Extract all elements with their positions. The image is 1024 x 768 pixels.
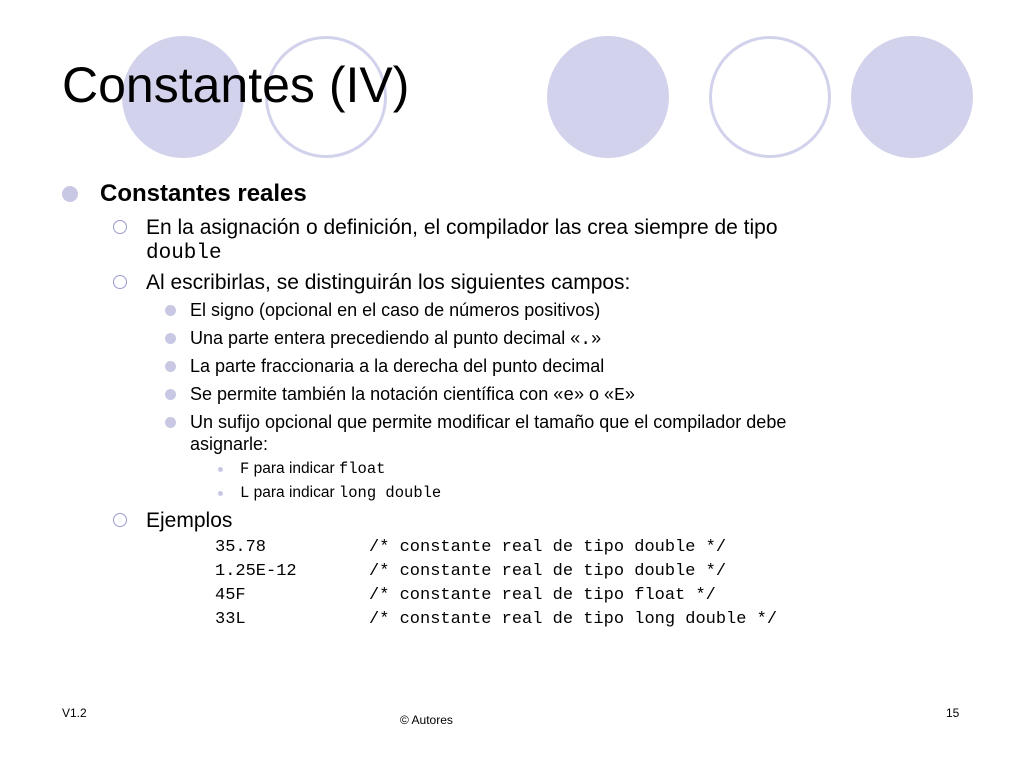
example-comment: /* constante real de tipo long double */ xyxy=(369,610,778,629)
suffix-l-type: long double xyxy=(338,484,442,502)
item-campos-text: Al escribirlas, se distinguirán los siguientes campos: xyxy=(146,271,631,294)
ring-bullet-icon xyxy=(113,513,127,527)
field-notacion-mid: » o « xyxy=(574,384,615,404)
item-asignacion-code: double xyxy=(146,242,222,265)
decor-circle-ring-2 xyxy=(709,36,831,158)
suffix-f-code: F xyxy=(240,460,250,478)
example-value: 35.78 xyxy=(215,538,267,557)
bullet-icon xyxy=(165,389,176,400)
example-comment: /* constante real de tipo double */ xyxy=(369,562,727,581)
example-comment: /* constante real de tipo float */ xyxy=(369,586,716,605)
decor-circle-filled-2 xyxy=(547,36,669,158)
field-fraccionaria-text: La parte fraccionaria a la derecha del punto decimal xyxy=(190,356,605,376)
footer-authors: © Autores xyxy=(400,713,453,727)
footer-page-number: 15 xyxy=(946,706,960,720)
item-ejemplos-text: Ejemplos xyxy=(146,509,233,532)
bullet-icon xyxy=(62,186,78,202)
slide-title: Constantes (IV) xyxy=(62,57,410,113)
footer-version: V1.2 xyxy=(62,706,87,720)
example-value: 45F xyxy=(215,586,246,605)
field-notacion-code-e: e xyxy=(563,386,575,406)
field-sufijo-line1: Un sufijo opcional que permite modificar el tamaño que el compilador debe xyxy=(190,412,787,432)
field-notacion-text: Se permite también la notación científica con « xyxy=(190,384,564,404)
field-signo-text: El signo (opcional en el caso de números positivos) xyxy=(190,300,601,320)
bullet-icon xyxy=(165,361,176,372)
small-dot-bullet-icon xyxy=(218,491,223,496)
field-parte-entera-close: » xyxy=(591,328,602,348)
item-asignacion-text: En la asignación o definición, el compilador las crea siempre de tipo xyxy=(146,216,778,239)
suffix-l-text: para indicar xyxy=(249,484,339,501)
bullet-icon xyxy=(165,305,176,316)
field-parte-entera-text: Una parte entera precediendo al punto decimal « xyxy=(190,328,581,348)
suffix-l-code: L xyxy=(240,484,250,502)
ring-bullet-icon xyxy=(113,275,127,289)
example-value: 33L xyxy=(215,610,246,629)
bullet-icon xyxy=(165,417,176,428)
bullet-constantes-reales xyxy=(62,180,307,208)
small-dot-bullet-icon xyxy=(218,467,223,472)
decor-circle-filled-3 xyxy=(851,36,973,158)
example-value: 1.25E-12 xyxy=(215,562,297,581)
suffix-f-type: float xyxy=(338,460,386,478)
example-comment: /* constante real de tipo double */ xyxy=(369,538,727,557)
field-notacion-close: » xyxy=(624,384,635,404)
section-heading: Constantes reales xyxy=(100,180,307,207)
field-parte-entera-code: . xyxy=(580,330,592,350)
field-sufijo-line2: asignarle: xyxy=(190,434,269,454)
field-notacion-code-E: E xyxy=(614,386,625,406)
bullet-icon xyxy=(165,333,176,344)
ring-bullet-icon xyxy=(113,220,127,234)
suffix-f-text: para indicar xyxy=(249,460,339,477)
